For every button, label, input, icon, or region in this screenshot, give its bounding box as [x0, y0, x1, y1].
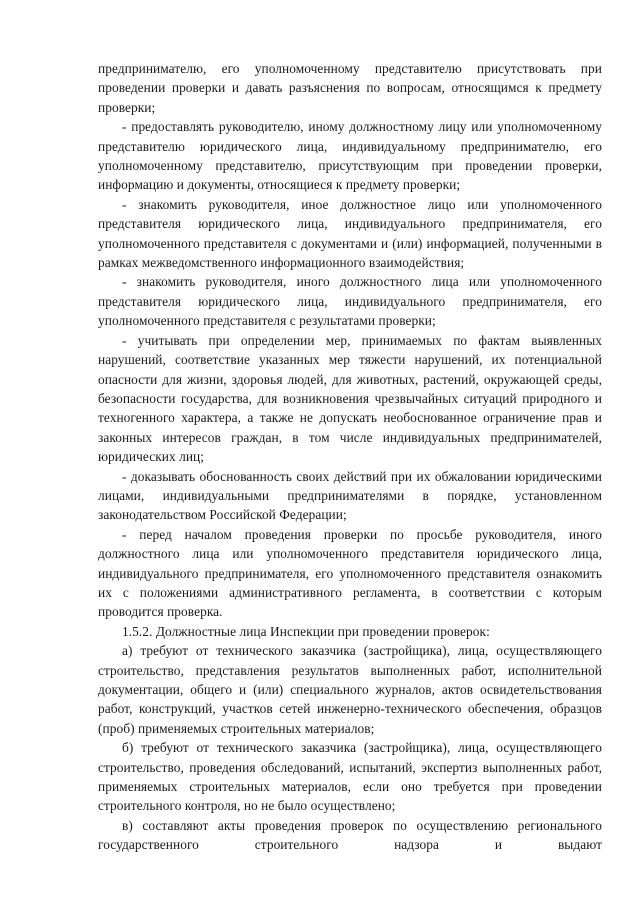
paragraph-item-v: в) составляют акты проведения проверок по осуществлению регионального государственного строительного надзора и выдают	[98, 817, 602, 853]
paragraph-item-acquaint-regulation: - перед началом проведения проверки по просьбе руководителя, иного должностного лица или уполномоченного представителя юридического лица, индивидуального предпринимателя, его уполномоченного представителя ознакомить их с положениями административного регламента, в соответствии с которым проводится проверка.	[98, 526, 602, 620]
paragraph-item-provide-information: - предоставлять руководителю, иному должностному лицу или уполномоченному представителю юридического лица, индивидуальному предпринимателю, его уполномоченному представителю, присутствующим при проведении проверки, информацию и документы, относящиеся к предмету проверки;	[98, 119, 602, 193]
paragraph-item-b: б) требуют от технического заказчика (застройщика), лица, осуществляющего строительство, проведения обследований, испытаний, экспертиз выполненных работ, применяемых строительных материалов, если оно требуется при проведении строительного контроля, но не было осуществлено;	[98, 740, 602, 814]
paragraph-item-prove-validity: - доказывать обоснованность своих действий при их обжаловании юридическими лицами, индивидуальными предпринимателями в порядке, установленном законодательством Российской Федерации;	[98, 468, 602, 523]
paragraph-item-consider-measures: - учитывать при определении мер, принимаемых по фактам выявленных нарушений, соответствие указанных мер тяжести нарушений, их потенциальной опасности для жизни, здоровья людей, для животных, растений, окружающей среды, безопасности государства, для возникновения чрезвычайных ситуаций природного и техногенного характера, а также не допускать необоснованное ограничение прав и законных интересов граждан, в том числе индивидуальных предпринимателей, юридических лиц;	[98, 332, 602, 465]
paragraph-item-acquaint-results: - знакомить руководителя, иного должностного лица или уполномоченного представителя юридического лица, индивидуального предпринимателя, его уполномоченного представителя с результатами проверки;	[98, 274, 602, 329]
paragraph-section-1-5-2: 1.5.2. Должностные лица Инспекции при проведении проверок:	[122, 623, 490, 639]
paragraph-continuation: предпринимателю, его уполномоченному представителю присутствовать при проведении проверки и давать разъяснения по вопросам, относящимся к предмету проверки;	[98, 61, 602, 115]
paragraph-item-acquaint-documents: - знакомить руководителя, иное должностное лицо или уполномоченного представителя юридического лица, индивидуального предпринимателя, его уполномоченного представителя с документами и (или) информацией, полученными в рамках межведомственного информационного взаимодействия;	[98, 196, 602, 271]
paragraph-item-a: а) требуют от технического заказчика (застройщика), лица, осуществляющего строительство, представления результатов выполненных работ, исполнительной документации, общего и (или) специального журналов, актов освидетельствования работ, конструкций, участков сетей инженерно-технического обеспечения, образцов (проб) применяемых строительных материалов;	[98, 643, 602, 736]
